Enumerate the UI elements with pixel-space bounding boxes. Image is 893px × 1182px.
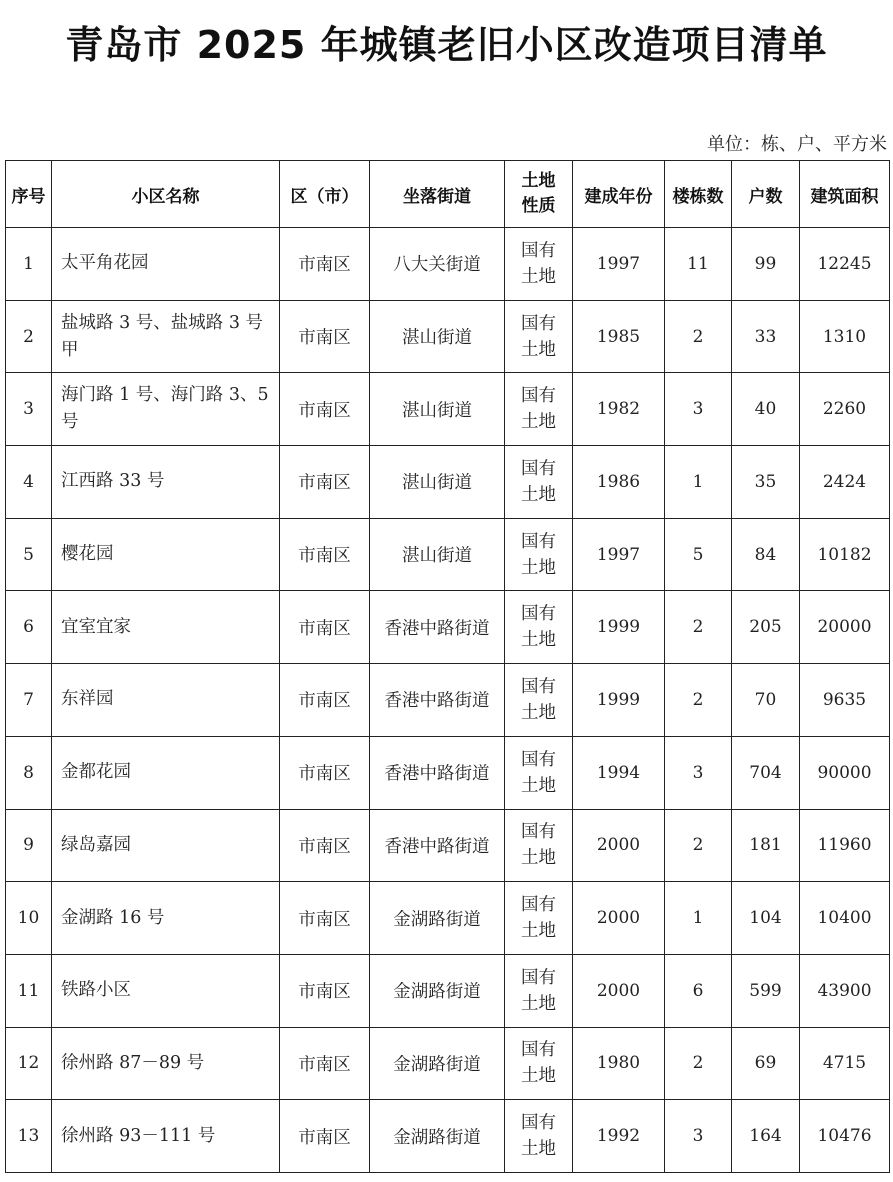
header-name: 小区名称 xyxy=(52,161,280,228)
cell-buildings: 6 xyxy=(665,954,732,1027)
cell-households: 164 xyxy=(732,1100,800,1173)
cell-area: 10476 xyxy=(800,1100,890,1173)
header-area: 建筑面积 xyxy=(800,161,890,228)
cell-households: 40 xyxy=(732,373,800,446)
cell-district: 市南区 xyxy=(280,954,370,1027)
cell-name: 樱花园 xyxy=(52,518,280,591)
cell-households: 69 xyxy=(732,1027,800,1100)
cell-district: 市南区 xyxy=(280,1100,370,1173)
cell-buildings: 1 xyxy=(665,446,732,519)
cell-index: 8 xyxy=(6,736,52,809)
cell-households: 99 xyxy=(732,228,800,301)
cell-area: 43900 xyxy=(800,954,890,1027)
document-title: 青岛市 2025 年城镇老旧小区改造项目清单 xyxy=(65,23,828,67)
cell-year: 1997 xyxy=(573,228,665,301)
cell-buildings: 2 xyxy=(665,591,732,664)
cell-name: 绿岛嘉园 xyxy=(52,809,280,882)
cell-street: 香港中路街道 xyxy=(370,736,505,809)
cell-area: 12245 xyxy=(800,228,890,301)
table-row xyxy=(6,954,890,1027)
cell-households: 33 xyxy=(732,300,800,373)
cell-households: 35 xyxy=(732,446,800,519)
table-row xyxy=(6,446,890,519)
cell-name: 铁路小区 xyxy=(52,954,280,1027)
cell-index: 5 xyxy=(6,518,52,591)
cell-area: 2424 xyxy=(800,446,890,519)
header-district: 区（市） xyxy=(280,161,370,228)
cell-land: 国有土地 xyxy=(505,882,573,955)
cell-index: 7 xyxy=(6,664,52,737)
unit-note: 单位：栋、户、平方米 xyxy=(707,134,887,155)
cell-households: 704 xyxy=(732,736,800,809)
cell-street: 湛山街道 xyxy=(370,446,505,519)
cell-land: 国有土地 xyxy=(505,954,573,1027)
cell-buildings: 2 xyxy=(665,809,732,882)
cell-households: 70 xyxy=(732,664,800,737)
cell-year: 1982 xyxy=(573,373,665,446)
table-row xyxy=(6,809,890,882)
header-year: 建成年份 xyxy=(573,161,665,228)
cell-year: 2000 xyxy=(573,809,665,882)
cell-index: 13 xyxy=(6,1100,52,1173)
cell-name: 徐州路 93－111 号 xyxy=(52,1100,280,1173)
header-index: 序号 xyxy=(6,161,52,228)
cell-name: 盐城路 3 号、盐城路 3 号甲 xyxy=(52,300,280,373)
cell-index: 10 xyxy=(6,882,52,955)
cell-district: 市南区 xyxy=(280,591,370,664)
cell-district: 市南区 xyxy=(280,809,370,882)
cell-land: 国有土地 xyxy=(505,591,573,664)
table-row xyxy=(6,228,890,301)
cell-households: 599 xyxy=(732,954,800,1027)
cell-year: 1999 xyxy=(573,591,665,664)
cell-district: 市南区 xyxy=(280,664,370,737)
table-row xyxy=(6,664,890,737)
cell-buildings: 2 xyxy=(665,300,732,373)
cell-households: 181 xyxy=(732,809,800,882)
cell-name: 金湖路 16 号 xyxy=(52,882,280,955)
cell-index: 9 xyxy=(6,809,52,882)
cell-year: 1986 xyxy=(573,446,665,519)
cell-land: 国有土地 xyxy=(505,518,573,591)
cell-buildings: 2 xyxy=(665,1027,732,1100)
cell-buildings: 2 xyxy=(665,664,732,737)
cell-households: 205 xyxy=(732,591,800,664)
table-row xyxy=(6,300,890,373)
header-row xyxy=(6,161,890,228)
cell-street: 金湖路街道 xyxy=(370,1027,505,1100)
cell-area: 2260 xyxy=(800,373,890,446)
table-row xyxy=(6,882,890,955)
cell-district: 市南区 xyxy=(280,446,370,519)
table-row xyxy=(6,1027,890,1100)
cell-buildings: 1 xyxy=(665,882,732,955)
header-land: 土地性质 xyxy=(505,161,573,228)
cell-index: 12 xyxy=(6,1027,52,1100)
cell-street: 金湖路街道 xyxy=(370,882,505,955)
cell-street: 香港中路街道 xyxy=(370,591,505,664)
cell-index: 6 xyxy=(6,591,52,664)
header-buildings: 楼栋数 xyxy=(665,161,732,228)
cell-land: 国有土地 xyxy=(505,1027,573,1100)
cell-land: 国有土地 xyxy=(505,1100,573,1173)
cell-area: 9635 xyxy=(800,664,890,737)
cell-land: 国有土地 xyxy=(505,373,573,446)
cell-land: 国有土地 xyxy=(505,228,573,301)
cell-street: 湛山街道 xyxy=(370,518,505,591)
cell-year: 1997 xyxy=(573,518,665,591)
cell-land: 国有土地 xyxy=(505,300,573,373)
cell-area: 20000 xyxy=(800,591,890,664)
cell-households: 104 xyxy=(732,882,800,955)
cell-area: 4715 xyxy=(800,1027,890,1100)
cell-buildings: 3 xyxy=(665,373,732,446)
table-row xyxy=(6,373,890,446)
cell-district: 市南区 xyxy=(280,518,370,591)
cell-name: 江西路 33 号 xyxy=(52,446,280,519)
cell-district: 市南区 xyxy=(280,736,370,809)
cell-district: 市南区 xyxy=(280,882,370,955)
table-row xyxy=(6,736,890,809)
cell-index: 4 xyxy=(6,446,52,519)
cell-year: 1994 xyxy=(573,736,665,809)
cell-year: 1980 xyxy=(573,1027,665,1100)
cell-buildings: 5 xyxy=(665,518,732,591)
cell-land: 国有土地 xyxy=(505,809,573,882)
cell-street: 金湖路街道 xyxy=(370,954,505,1027)
cell-area: 11960 xyxy=(800,809,890,882)
cell-area: 1310 xyxy=(800,300,890,373)
cell-district: 市南区 xyxy=(280,1027,370,1100)
cell-street: 香港中路街道 xyxy=(370,809,505,882)
cell-name: 宜室宜家 xyxy=(52,591,280,664)
project-table xyxy=(5,160,890,1173)
header-street: 坐落街道 xyxy=(370,161,505,228)
cell-street: 湛山街道 xyxy=(370,373,505,446)
cell-street: 八大关街道 xyxy=(370,228,505,301)
cell-index: 11 xyxy=(6,954,52,1027)
cell-district: 市南区 xyxy=(280,228,370,301)
cell-buildings: 11 xyxy=(665,228,732,301)
cell-buildings: 3 xyxy=(665,1100,732,1173)
cell-year: 2000 xyxy=(573,882,665,955)
cell-name: 徐州路 87－89 号 xyxy=(52,1027,280,1100)
cell-street: 金湖路街道 xyxy=(370,1100,505,1173)
cell-district: 市南区 xyxy=(280,373,370,446)
cell-street: 香港中路街道 xyxy=(370,664,505,737)
cell-index: 1 xyxy=(6,228,52,301)
cell-name: 海门路 1 号、海门路 3、5 号 xyxy=(52,373,280,446)
cell-year: 2000 xyxy=(573,954,665,1027)
cell-street: 湛山街道 xyxy=(370,300,505,373)
table-row xyxy=(6,518,890,591)
cell-buildings: 3 xyxy=(665,736,732,809)
cell-year: 1985 xyxy=(573,300,665,373)
cell-households: 84 xyxy=(732,518,800,591)
cell-land: 国有土地 xyxy=(505,736,573,809)
cell-district: 市南区 xyxy=(280,300,370,373)
cell-land: 国有土地 xyxy=(505,664,573,737)
cell-name: 东祥园 xyxy=(52,664,280,737)
cell-name: 金都花园 xyxy=(52,736,280,809)
cell-index: 2 xyxy=(6,300,52,373)
cell-year: 1992 xyxy=(573,1100,665,1173)
table-body xyxy=(6,228,890,1173)
header-households: 户数 xyxy=(732,161,800,228)
table-row xyxy=(6,591,890,664)
cell-name: 太平角花园 xyxy=(52,228,280,301)
cell-index: 3 xyxy=(6,373,52,446)
table-row xyxy=(6,1100,890,1173)
cell-area: 10400 xyxy=(800,882,890,955)
cell-year: 1999 xyxy=(573,664,665,737)
cell-area: 90000 xyxy=(800,736,890,809)
cell-land: 国有土地 xyxy=(505,446,573,519)
cell-area: 10182 xyxy=(800,518,890,591)
